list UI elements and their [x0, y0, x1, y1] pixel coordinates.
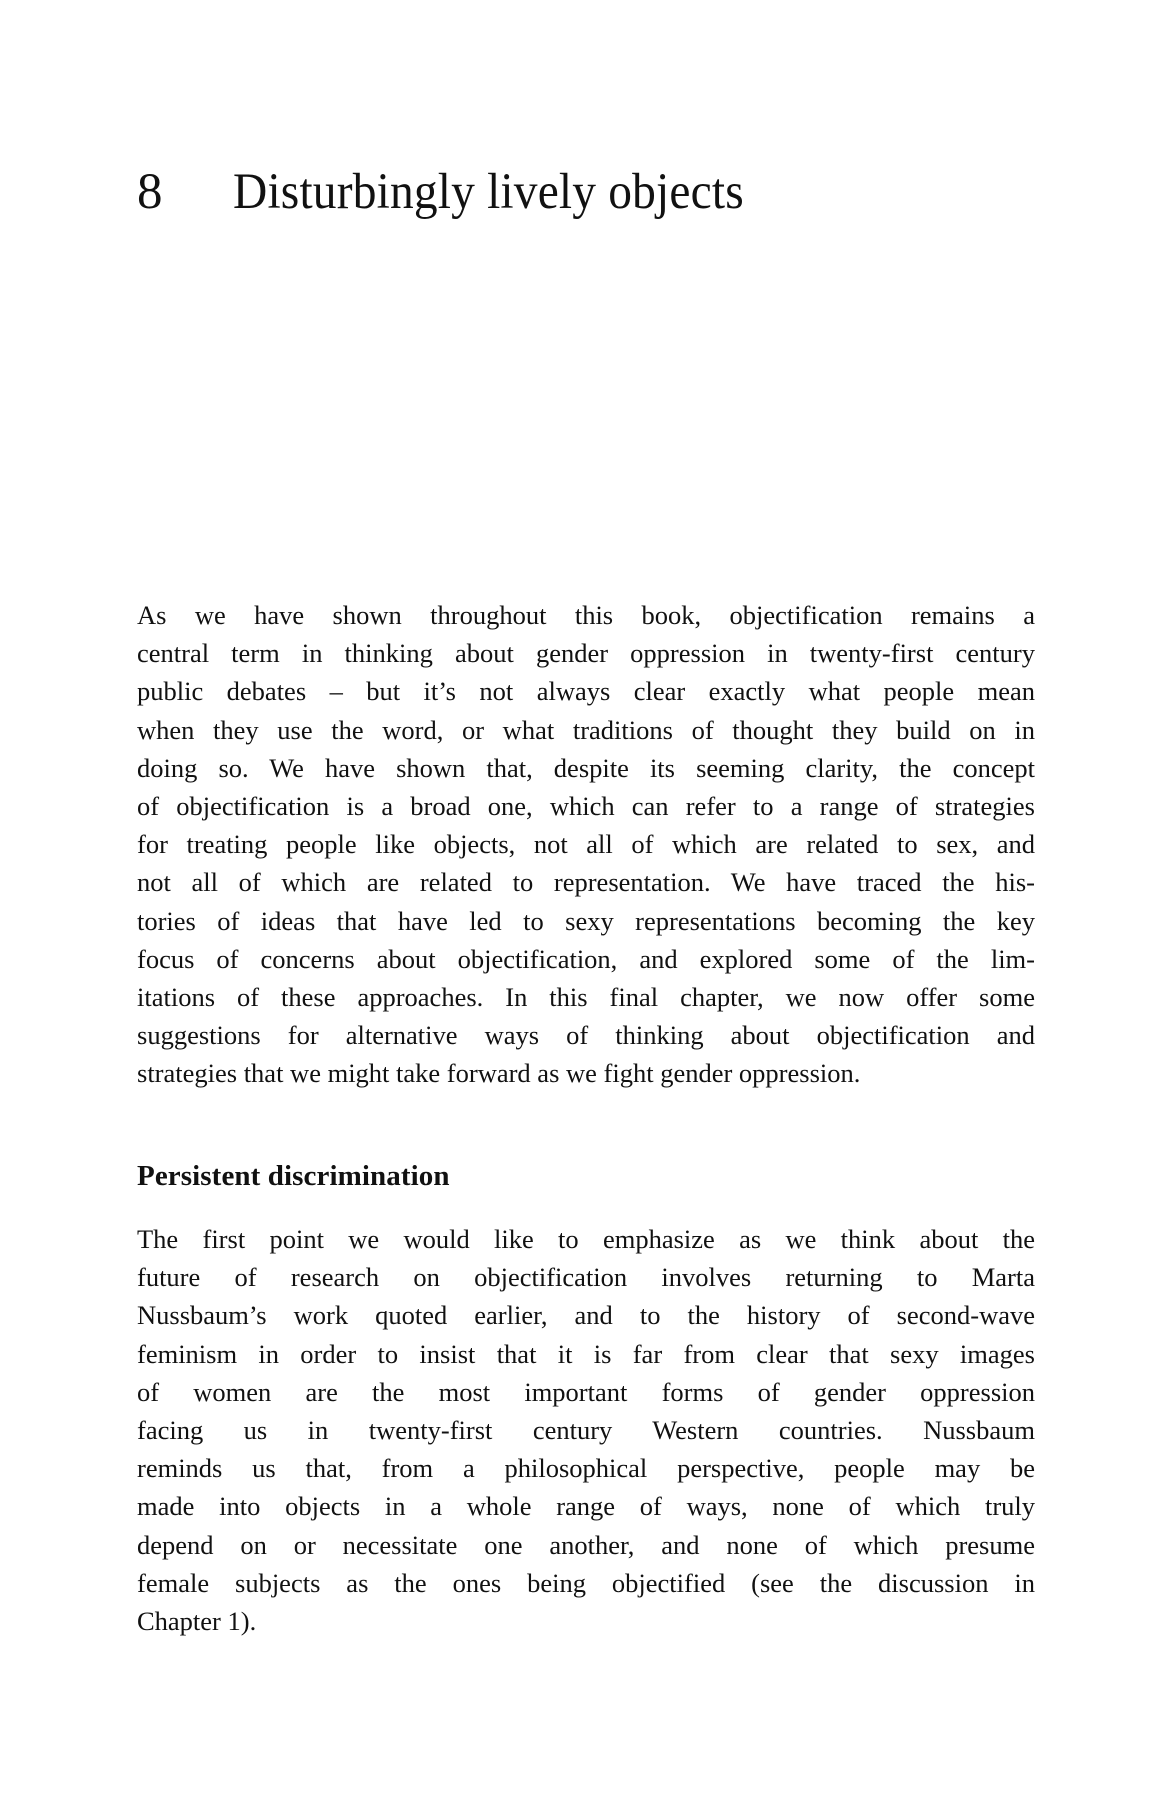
- text-line: suggestions for alternative ways of thinking about objectification and: [137, 1020, 1035, 1051]
- text-line: focus of concerns about objectification, and explored some of the lim-: [137, 943, 1035, 974]
- text-line: itations of these approaches. In this final chapter, we now offer some: [137, 981, 1035, 1012]
- chapter-number: 8: [137, 164, 163, 220]
- text-line: facing us in twenty-first century Western countries. Nussbaum: [137, 1414, 1035, 1445]
- text-line: doing so. We have shown that, despite its seeming clarity, the concept: [137, 752, 1035, 783]
- text-line: public debates – but it’s not always clear exactly what people mean: [137, 676, 1035, 707]
- chapter-heading: [137, 160, 1037, 230]
- text-line: when they use the word, or what traditions of thought they build on in: [137, 714, 1035, 745]
- section-heading: Persistent discrimination: [137, 1160, 450, 1192]
- intro-paragraph: [137, 596, 1035, 1092]
- text-line: future of research on objectification involves returning to Marta: [137, 1262, 1035, 1293]
- text-line: reminds us that, from a philosophical perspective, people may be: [137, 1453, 1035, 1484]
- text-line: central term in thinking about gender oppression in twenty-first century: [137, 638, 1035, 669]
- text-line: Chapter 1).: [137, 1605, 257, 1636]
- text-line: female subjects as the ones being objectified (see the discussion in: [137, 1567, 1035, 1598]
- text-line: of women are the most important forms of gender oppression: [137, 1376, 1035, 1407]
- chapter-title: Disturbingly lively objects: [233, 164, 744, 220]
- section-paragraph: [137, 1220, 1035, 1640]
- text-line: not all of which are related to representation. We have traced the his-: [137, 867, 1035, 898]
- text-line: for treating people like objects, not all of which are related to sex, and: [137, 829, 1035, 860]
- text-line: As we have shown throughout this book, objectification remains a: [137, 600, 1035, 630]
- text-line: made into objects in a whole range of ways, none of which truly: [137, 1491, 1035, 1522]
- text-line: tories of ideas that have led to sexy representations becoming the key: [137, 905, 1035, 936]
- text-line: Nussbaum’s work quoted earlier, and to the history of second-wave: [137, 1300, 1035, 1331]
- text-line: feminism in order to insist that it is far from clear that sexy images: [137, 1338, 1035, 1369]
- text-line: of objectification is a broad one, which can refer to a range of strategies: [137, 790, 1035, 821]
- text-line: strategies that we might take forward as we fight gender oppression.: [137, 1058, 861, 1089]
- text-line: depend on or necessitate one another, and none of which presume: [137, 1529, 1035, 1560]
- text-line: The first point we would like to emphasize as we think about the: [137, 1224, 1035, 1254]
